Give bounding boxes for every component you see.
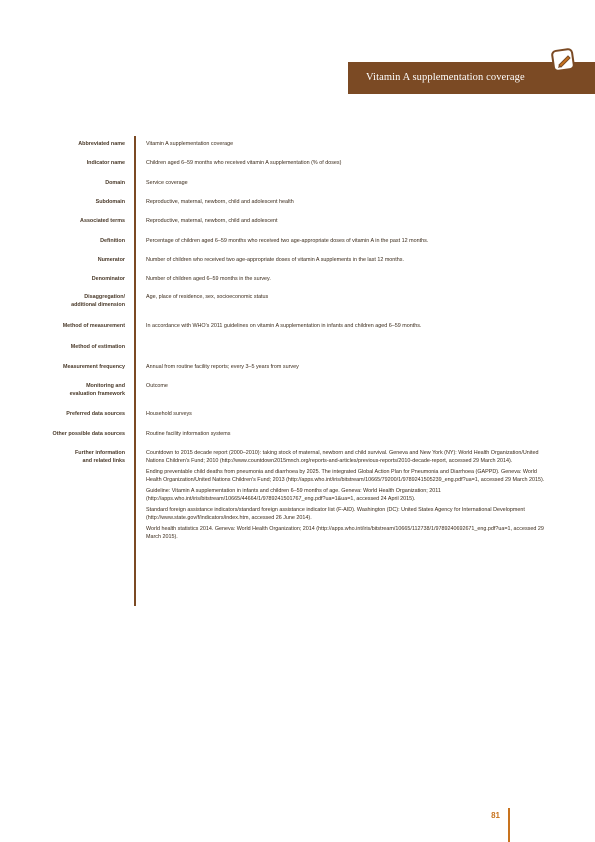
metadata-label: Domain [105,180,125,186]
metadata-value: Children aged 6–59 months who received vitamin A supplementation (% of doses) [146,160,342,166]
metadata-label: Monitoring and evaluation framework [69,383,125,397]
metadata-value: Annual from routine facility reports; every 3–5 years from survey [146,364,299,370]
metadata-label: Method of measurement [62,323,125,329]
further-information-list [146,450,546,545]
reference-item: Guideline: Vitamin A supplementation in infants and children 6–59 months of age. Geneva: World Health Organization; 2011 (http://apps.who.int/iris/bitstream/10665/44664/1/9789241501767_eng.pdf?ua=1&ua=1, accessed 24 April 2015). [146,488,441,502]
metadata-label: Preferred data sources [66,411,125,417]
metadata-value: Service coverage [146,180,188,186]
metadata-label: Denominator [91,276,125,282]
metadata-label: Associated terms [80,218,125,224]
further-information-label: Further information and related links [74,450,125,464]
metadata-value: Percentage of children aged 6–59 months who received two age-appropriate doses of vitamin A in the past 12 months. [146,238,429,244]
reference-item: Ending preventable child deaths from pneumonia and diarrhoea by 2025. The integrated Global Action Plan for Pneumonia and Diarrhoea (GAPPD). Geneva: World Health Organization/United Nations Children's Fund; 2013 (http://apps.who.int/iris/bitstream/10665/79200/1/9789241505239_eng.pdf?ua=1, accessed 29 March 2015). [146,469,545,483]
reference-item: Countdown to 2015 decade report (2000–2010): taking stock of maternal, newborn and child survival. Geneva and New York (NY): World Health Organization/United Nations Children's Fund; 2010 (http://www.countdown2015mnch.org/reports-and-articles/previous-reports/2010-decade-report, accessed 29 March 2014). [146,450,539,464]
metadata-value: Vitamin A supplementation coverage [146,141,234,147]
metadata-label: Definition [100,238,125,244]
metadata-value: Age, place of residence, sex, socioeconomic status [146,294,269,300]
metadata-label: Abbreviated name [78,141,125,147]
metadata-label: Method of estimation [70,344,125,350]
metadata-value: Number of children who received two age-appropriate doses of vitamin A supplements in the last 12 months. [146,257,404,263]
chapter-title: Vitamin A supplementation coverage [366,72,525,83]
metadata-value: Routine facility information systems [146,431,231,437]
metadata-label: Measurement frequency [62,364,125,370]
metadata-label: Indicator name [86,160,125,166]
metadata-value: Household surveys [146,411,192,417]
metadata-label: Subdomain [95,199,125,205]
page-number: 81 [491,811,500,820]
page-number-rule [508,808,510,842]
metadata-value: In accordance with WHO's 2011 guidelines on vitamin A supplementation in infants and children aged 6–59 months. [146,323,422,329]
vertical-divider [134,136,136,606]
metadata-value: Outcome [146,383,168,389]
metadata-value: Reproductive, maternal, newborn, child and adolescent health [146,199,294,205]
metadata-label: Disaggregation/ additional dimension [71,294,125,308]
metadata-label: Numerator [97,257,125,263]
metadata-value: Reproductive, maternal, newborn, child and adolescent [146,218,278,224]
metadata-label: Other possible data sources [52,431,125,437]
metadata-value: Number of children aged 6–59 months in the survey. [146,276,271,282]
pencil-note-icon [551,47,577,73]
reference-item: World health statistics 2014. Geneva: World Health Organization; 2014 (http://apps.who.int/iris/bitstream/10665/112738/1/9789240692671_eng.pdf?ua=1, accessed 29 March 2015). [146,526,544,540]
reference-item: Standard foreign assistance indicators/standard foreign assistance indicator list (F-AID). Washington (DC): United States Agency for International Development (http://www.state.gov/f/indicators/index.htm, accessed 26 June 2014). [146,507,525,521]
